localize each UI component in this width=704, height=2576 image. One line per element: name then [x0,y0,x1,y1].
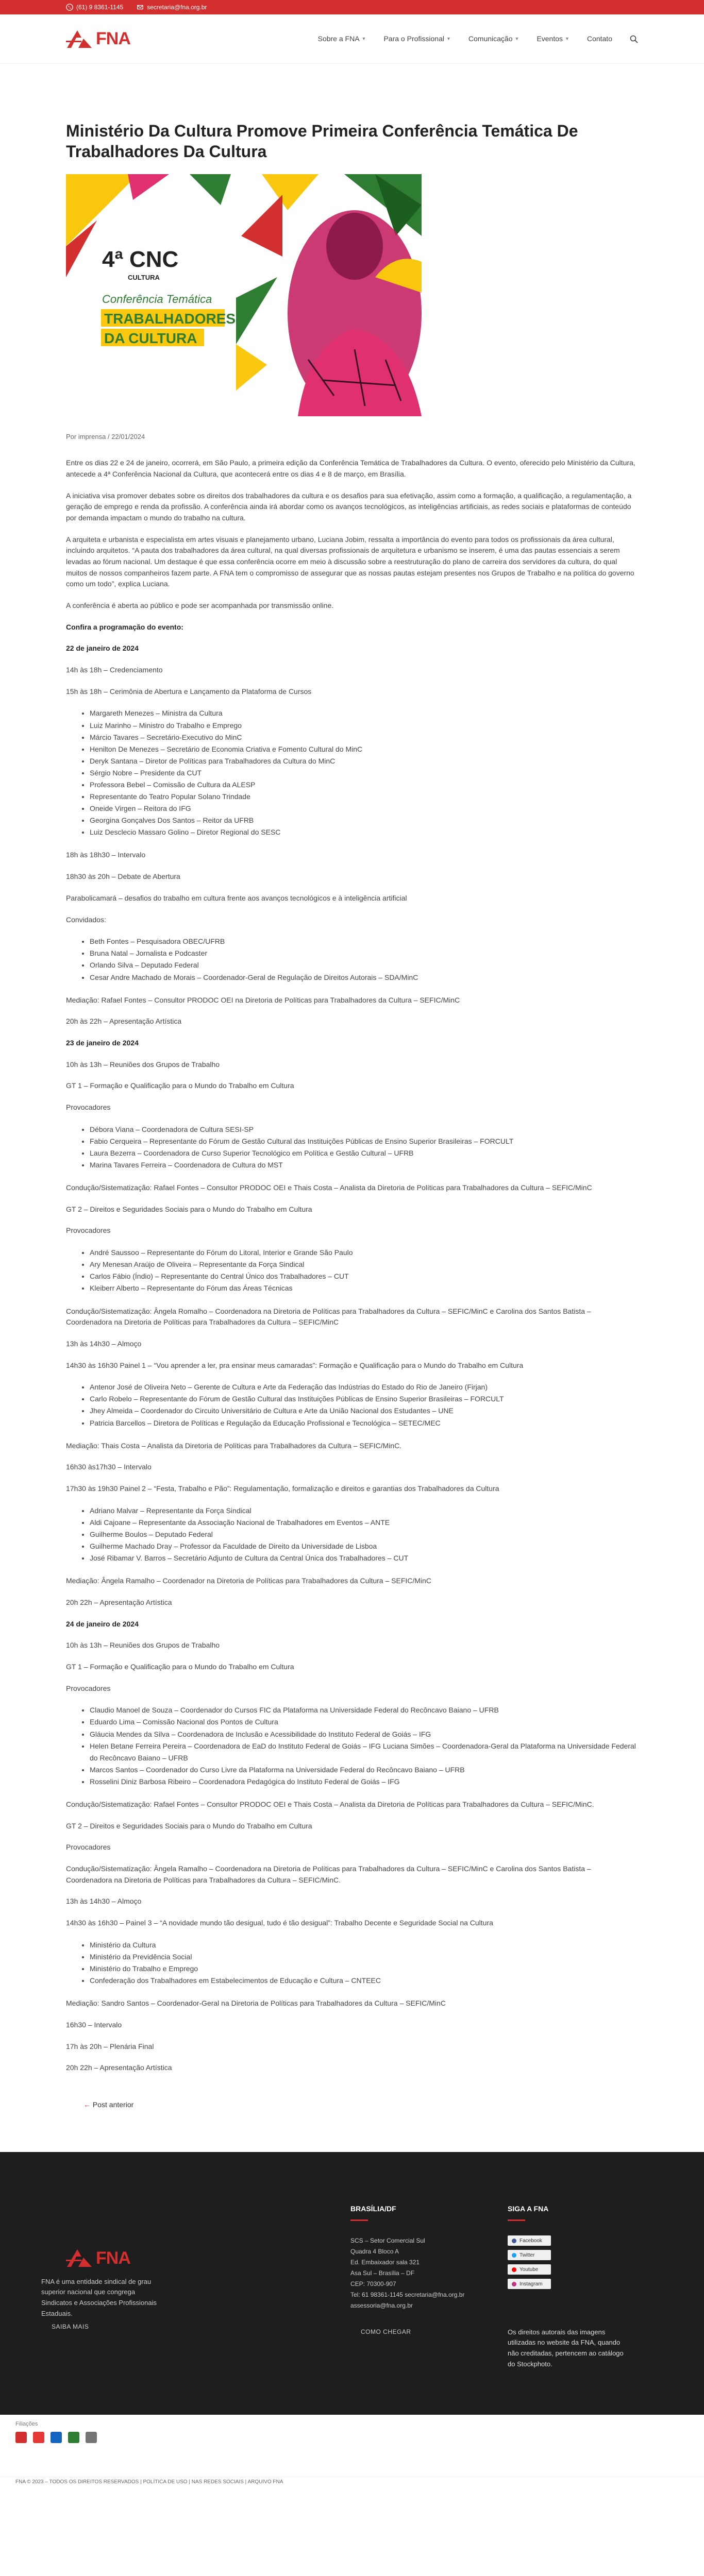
schedule-item: GT 1 – Formação e Qualificação para o Mundo do Trabalho em Cultura [66,1662,294,1671]
schedule-day-heading: 22 de janeiro de 2024 [66,644,139,653]
schedule-item: 14h às 18h – Credenciamento [66,666,163,674]
copyright-bar: FNA © 2023 – TODOS OS DIREITOS RESERVADOS | POLÍTICA DE USO | NAS REDES SOCIAIS | ARQUIVO FNA [0,2477,704,2488]
list-item: • Fabio Cerqueira – Representante do Fórum de Gestão Cultural das Instituições Públicas de Ensino Superior Brasileiras – FORCULT [90,1136,638,1147]
image-rights-notice: Os direitos autorais das imagens utilizadas no website da FNA, quando não creditadas, pertencem ao catálogo do Stockphoto. [508,2328,624,2368]
address-line: CEP: 70300-907 [350,2280,396,2288]
title-underline [508,2219,525,2221]
email-address: secretaria@fna.org.br [147,3,207,11]
list-item: • Rosselini Diniz Barbosa Ribeiro – Coordenadora Pedagógica do Instituto Federal de Goiás – IFG [90,1776,638,1788]
site-header [0,14,704,64]
saiba-mais-link[interactable]: SAIBA MAIS [52,2323,89,2330]
schedule-item: Condução/Sistematização: Rafael Fontes – Consultor PRODOC OEI e Thais Costa – Analista da Diretoria de Políticas para Trabalhadores da Cultura – SEFIC/MinC [66,1183,592,1192]
phone-number: (61) 9 8361-1145 [76,3,124,11]
partners-section [0,2415,704,2477]
schedule-item: Mediação: Thais Costa – Analista da Diretoria de Políticas para Trabalhadores da Cultura – SEFIC/MinC. [66,1441,402,1450]
phone-contact[interactable] [66,3,123,12]
partner-logo[interactable] [51,2432,62,2443]
logo-text: FNA [96,29,130,49]
list-item: • Laura Bezerra – Coordenadora de Curso Superior Tecnológico em Política e Gestão Cultural – UFRB [90,1147,638,1159]
schedule-item: Mediação: Ângela Ramalho – Coordenador na Diretoria de Políticas para Trabalhadores da Cultura – SEFIC/MinC [66,1577,431,1585]
schedule-item: Mediação: Sandro Santos – Coordenador-Geral na Diretoria de Políticas para Trabalhadores da Cultura – SEFIC/MinC [66,1999,446,2008]
participant-list [90,1505,638,1564]
footer-address [350,2204,464,2312]
list-item: • Gláucia Mendes da Silva – Coordenadora de Inclusão e Acessibilidade do Instituto Federal de Goiás – IFG [90,1728,638,1740]
list-item: • Antenor José de Oliveira Neto – Gerente de Cultura e Arte da Federação das Indústrias do Estado do Rio de Janeiro (Firjan) [90,1381,638,1393]
footer-social [508,2204,551,2294]
nav-label: Sobre a FNA [317,34,360,43]
schedule-item: 16h30 às17h30 – Intervalo [66,1463,152,1471]
schedule-item: Provocadores [66,1226,111,1235]
schedule-item: 18h às 18h30 – Intervalo [66,851,146,859]
list-item: • Beth Fontes – Pesquisadora OBEC/UFRB [90,936,638,947]
schedule-item: Provocadores [66,1684,111,1692]
instagram-icon [512,2282,516,2286]
schedule-item: Condução/Sistematização: Ângela Romalho – Coordenadora na Diretoria de Políticas para Trabalhadores da Cultura – SEFIC/MinC e Carolina dos Santos Batista – Coordenadora na Diretoria de Políticas para Trabalhadores da Cultura – SEFIC/MinC [66,1307,591,1327]
list-item: • Margareth Menezes – Ministra da Cultura [90,707,638,719]
footer-logo[interactable] [66,2245,130,2272]
list-item: • Débora Viana – Coordenadora de Cultura SESI-SP [90,1124,638,1136]
partner-logo[interactable] [68,2432,79,2443]
nav-label: Para o Profissional [383,34,444,43]
nav-sobre[interactable] [318,33,366,45]
schedule-item: 20h 22h – Apresentação Artística [66,2063,172,2072]
list-item: • José Ribamar V. Barros – Secretário Adjunto de Cultura da Central Única dos Trabalhadores – CUT [90,1552,638,1564]
list-item: • Ary Menesan Araújo de Oliveira – Representante da Força Sindical [90,1259,638,1270]
schedule-day-heading: 24 de janeiro de 2024 [66,1619,139,1628]
nav-label: Contato [586,34,612,43]
list-item: • Helen Betane Ferreira Pereira – Coordenadora de EaD do Instituto Federal de Goiás – IFG Luciana Simões – Coordenadora-Geral da Plataforma na Universidade Federal do Recôncavo Baiano – UFRB [90,1740,638,1764]
youtube-button[interactable] [508,2264,551,2275]
twitter-button[interactable] [508,2250,551,2260]
search-icon[interactable] [630,35,638,43]
list-item: • Marcos Santos – Coordenador do Curso Livre da Plataforma na Universidade Federal do Recôncavo Baiano – UFRB [90,1764,638,1776]
nav-profissional[interactable] [383,33,450,45]
schedule-item: Provocadores [66,1103,111,1112]
address-line: SCS – Setor Comercial Sul [350,2237,425,2245]
site-logo[interactable] [66,25,130,53]
list-item: • Ministério da Previdência Social [90,1951,638,1963]
list-item: • Carlo Robelo – Representante do Fórum de Gestão Cultural das Instituições Públicas de Ensino Superior Brasileiras – FORCULT [90,1393,638,1405]
participant-list [90,1247,638,1294]
list-item: • Carlos Fábio (Índio) – Representante do Central Único dos Trabalhadores – CUT [90,1270,638,1282]
schedule-item: 20h às 22h – Apresentação Artística [66,1017,182,1026]
list-item: • Ministério do Trabalho e Emprego [90,1963,638,1975]
hero-badge-sub: CULTURA [128,274,160,281]
hero-line-1: Conferência Temática [102,293,212,306]
main-content [0,64,704,2111]
participant-list [90,707,638,838]
address-title: BRASÍLIA/DF [350,2204,396,2213]
hero-image [66,174,422,416]
email-icon [137,4,144,11]
schedule-item: 14h30 às 16h30 – Painel 3 – “A novidade mundo tão desigual, tudo é tão desigual”: Trabalho Decente e Seguridade Social na Cultura [66,1919,493,1927]
schedule-item: Provocadores [66,1843,111,1852]
top-bar [0,0,704,14]
schedule-item: 15h às 18h – Cerimônia de Abertura e Lançamento da Plataforma de Cursos [66,687,312,696]
instagram-button[interactable] [508,2279,551,2289]
social-title: SIGA A FNA [508,2204,549,2213]
nav-label: Eventos [537,34,563,43]
email-contact[interactable] [137,3,207,12]
list-item: • Orlando Silva – Deputado Federal [90,959,638,971]
list-item: • Jhey Almeida – Coordenador do Circuito Universitário de Cultura e Arte da União Nacional dos Estudantes – UNE [90,1405,638,1417]
intro-paragraph: A conferência é aberta ao público e pode ser acompanhada por transmissão online. [66,601,334,610]
partner-logo[interactable] [33,2432,44,2443]
schedule-item: 13h às 14h30 – Almoço [66,1897,142,1906]
previous-post-label: Post anterior [92,2100,134,2109]
list-item: • Kleiberr Alberto – Representante do Fórum das Áreas Técnicas [90,1282,638,1294]
schedule-item: 17h às 20h – Plenária Final [66,2042,154,2050]
facebook-button[interactable] [508,2235,551,2246]
schedule-item: GT 2 – Direitos e Seguridades Sociais para o Mundo do Trabalho em Cultura [66,1821,312,1830]
social-label: Facebook [519,2238,542,2244]
arrow-left-icon: ← [83,2100,91,2109]
nav-eventos[interactable] [537,33,569,45]
participant-list [90,1381,638,1429]
previous-post-link[interactable] [83,2099,133,2111]
schedule-item: 17h30 às 19h30 Painel 2 – “Festa, Trabalho e Pão”: Regulamentação, formalização e direitos e garantias dos Trabalhadores da Cultura [66,1484,499,1493]
social-label: Twitter [519,2252,535,2258]
article-meta: Por imprensa / 22/01/2024 [66,433,145,440]
list-item: • Marina Tavares Ferreira – Coordenadora de Cultura do MST [90,1159,638,1171]
nav-contato[interactable] [587,33,612,45]
partner-logo[interactable] [86,2432,97,2443]
schedule-item: Mediação: Rafael Fontes – Consultor PRODOC OEI na Diretoria de Políticas para Trabalhadores da Cultura – SEFIC/MinC [66,995,460,1004]
nav-label: Comunicação [468,34,513,43]
schedule-item: Condução/Sistematização: Rafael Fontes – Consultor PRODOC OEI e Thais Costa – Analista da Diretoria de Políticas para Trabalhadores da Cultura – SEFIC/MinC. [66,1800,594,1808]
schedule-item: Condução/Sistematização: Ângela Ramalho – Coordenadora na Diretoria de Políticas para Trabalhadores da Cultura – SEFIC/MinC e Carolina dos Santos Batista – Coordenadora na Diretoria de Políticas para Trabalhadores da Cultura – SEFIC/MinC. [66,1865,591,1884]
list-item: • Guilherme Machado Dray – Professor da Faculdade de Direito da Universidade de Lisboa [90,1540,638,1552]
address-line: Asa Sul – Brasília – DF [350,2269,415,2277]
hero-line-3: DA CULTURA [104,330,197,346]
youtube-icon [512,2267,516,2272]
schedule-item: 14h30 às 16h30 Painel 1 – “Vou aprender a ler, pra ensinar meus camaradas”: Formação e Qualificação para o Mundo do Trabalho em Cultura [66,1361,524,1369]
list-item: • André Saussoo – Representante do Fórum do Litoral, Interior e Grande São Paulo [90,1247,638,1259]
hero-badge: 4ª CNC [102,247,179,272]
chevron-down-icon: ▼ [361,36,366,41]
list-item: • Confederação dos Trabalhadores em Estabelecimentos de Educação e Cultura – CNTEEC [90,1975,638,1987]
programacao-heading: Confira a programação do evento: [66,622,183,631]
address-line: assessoria@fna.org.br [350,2302,413,2310]
list-item: • Márcio Tavares – Secretário-Executivo do MinC [90,732,638,743]
schedule-item: GT 2 – Direitos e Seguridades Sociais para o Mundo do Trabalho em Cultura [66,1205,312,1213]
schedule-day-heading: 23 de janeiro de 2024 [66,1038,139,1047]
participant-list [90,1704,638,1788]
list-item: • Henilton De Menezes – Secretário de Economia Criativa e Fomento Cultural do MinC [90,743,638,755]
intro-paragraph: Entre os dias 22 e 24 de janeiro, ocorrerá, em São Paulo, a primeira edição da Conferência Temática de Trabalhadores da Cultura. O evento, oferecido pelo Ministério da Cultura, antecede a 4ª Conferência Nacional da Cultura, que acontecerá entre os dias 4 e 8 de março, em Brasília. [66,459,635,478]
list-item: • Patricia Barcellos – Diretora de Políticas e Regulação da Educação Profissional e Tecnológica – SETEC/MEC [90,1417,638,1429]
list-item: • Georgina Gonçalves Dos Santos – Reitor da UFRB [90,815,638,826]
schedule-item: Parabolicamará – desafios do trabalho em cultura frente aos avanços tecnológicos e à inteligência artificial [66,893,407,902]
article-title: Ministério Da Cultura Promove Primeira Conferência Temática De Trabalhadores Da Cultura [66,122,578,161]
social-label: Youtube [519,2266,539,2273]
chevron-down-icon: ▼ [446,36,451,41]
list-item: • Cesar Andre Machado de Morais – Coordenador-Geral de Regulação de Direitos Autorais – SDA/MinC [90,972,638,984]
how-to-get-link[interactable]: COMO CHEGAR [361,2328,411,2335]
hero-artwork [66,174,422,416]
list-item: • Sérgio Nobre – Presidente da CUT [90,767,638,779]
schedule-item: 18h30 às 20h – Debate de Abertura [66,872,180,881]
list-item: • Aldi Cajoane – Representante da Associação Nacional de Trabalhadores em Eventos – ANTE [90,1517,638,1529]
schedule-item: 10h às 13h – Reuniões dos Grupos de Trabalho [66,1641,220,1650]
list-item: • Bruna Natal – Jornalista e Podcaster [90,947,638,959]
title-underline [350,2219,368,2221]
list-item: • Luiz Marinho – Ministro do Trabalho e Emprego [90,720,638,732]
participant-list [90,1939,638,1987]
chevron-down-icon: ▼ [514,36,519,41]
schedule-item: 20h 22h – Apresentação Artística [66,1598,172,1606]
schedule-item: 10h às 13h – Reuniões dos Grupos de Trabalho [66,1060,220,1069]
list-item: • Deryk Santana – Diretor de Políticas para Trabalhadores da Cultura do MinC [90,755,638,767]
article-body [66,457,638,2074]
partners-label: Filiações [15,2420,38,2427]
fna-logo-mark [66,29,93,49]
schedule-item: Convidados: [66,915,106,924]
list-item: • Adriano Malvar – Representante da Força Sindical [90,1505,638,1517]
address-line: Ed. Embaixador sala 321 [350,2259,420,2266]
address-line: Tel: 61 98361-1145 secretaria@fna.org.br [350,2291,465,2299]
list-item: • Eduardo Lima – Comissão Nacional dos Pontos de Cultura [90,1716,638,1728]
nav-comunicacao[interactable] [468,33,519,45]
schedule [66,643,638,2074]
list-item: • Luiz Desclecio Massaro Golino – Diretor Regional do SESC [90,826,638,838]
footer-logo-text: FNA [96,2248,130,2268]
participant-list [90,936,638,983]
list-item: • Professora Bebel – Comissão de Cultura da ALESP [90,779,638,791]
site-footer [0,2152,704,2415]
chevron-down-icon: ▼ [565,36,569,41]
partner-logo[interactable] [15,2432,27,2443]
facebook-icon [512,2239,516,2243]
participant-list [90,1124,638,1171]
intro-paragraph: A arquiteta e urbanista e especialista em artes visuais e planejamento urbano, Luciana Jobim, ressalta a importância do evento para todos os profissionais da área cultural, incluindo arquitetos. “A pauta dos trabalhadores da área cultural, na qual diversas profissionais de arquitetura e urbanismo se inserem, é uma das pautas essenciais a serem levadas ao fórum nacional. Um destaque é que essa conferência ocorre em meio à discussão sobre a reestruturação do plano de carreira dos servidores da cultura, do qual muitos de nossos companheiros fazem parte. A FNA tem o compromisso de assegurar que as nossas pautas estejam presentes nos Grupos de Trabalho e na política do governo como um todo”, explica Luciana. [66,535,634,588]
footer-description: FNA é uma entidade sindical de grau superior nacional que congrega Sindicatos e Associações Profissionais Estaduais. [41,2277,157,2317]
twitter-icon [512,2253,516,2258]
schedule-item: 13h às 14h30 – Almoço [66,1339,142,1348]
list-item: • Oneide Virgen – Reitora do IFG [90,803,638,815]
social-label: Instagram [519,2281,543,2287]
list-item: • Representante do Teatro Popular Solano Trindade [90,791,638,803]
intro-paragraph: A iniciativa visa promover debates sobre os direitos dos trabalhadores da cultura e os desafios para sua efetivação, assim como a formação, a qualificação, a regulamentação, a geração de emprego e renda da profissão. A conferência ainda irá abordar como os avanços tecnológicos, as inteligências artificiais, as redes sociais e plataformas de conteúdo por demanda impactam o mundo do trabalho na cultura. [66,491,632,522]
address-line: Quadra 4 Bloco A [350,2248,399,2256]
fna-logo-mark [66,2248,93,2268]
schedule-item: GT 1 – Formação e Qualificação para o Mundo do Trabalho em Cultura [66,1081,294,1090]
list-item: • Claudio Manoel de Souza – Coordenador do Cursos FIC da Plataforma na Universidade Federal do Recôncavo Baiano – UFRB [90,1704,638,1716]
list-item: • Guilherme Boulos – Deputado Federal [90,1529,638,1540]
hero-line-2: TRABALHADORES [104,311,236,327]
main-nav [318,33,638,45]
partner-logos [15,2432,689,2443]
schedule-item: 16h30 – Intervalo [66,2020,122,2029]
phone-icon [66,4,73,11]
list-item: • Ministério da Cultura [90,1939,638,1951]
